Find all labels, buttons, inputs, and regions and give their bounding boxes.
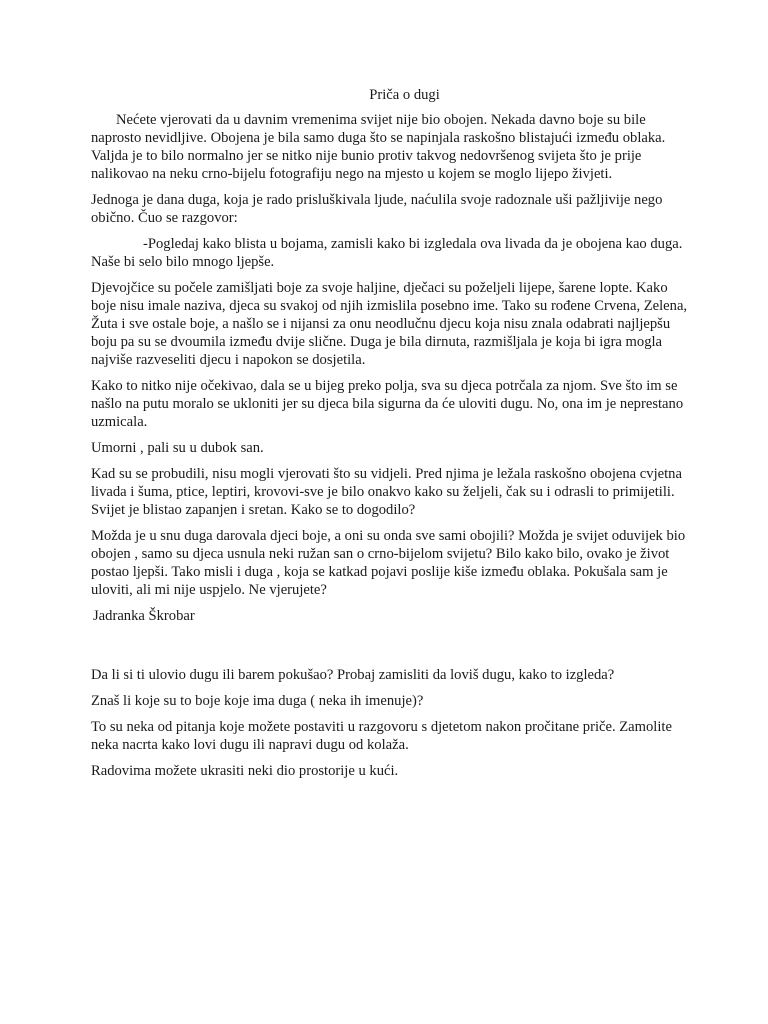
story-paragraph-5: Kako to nitko nije očekivao, dala se u bijeg preko polja, sva su djeca potrčala za njom. Sve što im se našlo na putu moralo se ukloniti jer su djeca bila sigurna da će uloviti dugu. No, ona im je neprestano uzmicala. — [91, 378, 684, 430]
question-2: Znaš li koje su to boje koje ima duga ( neka ih imenuje)? — [91, 693, 424, 709]
story-title: Priča o dugi — [369, 87, 440, 103]
story-author: Jadranka Škrobar — [93, 608, 195, 624]
story-paragraph-6: Umorni , pali su u dubok san. — [91, 440, 264, 456]
story-paragraph-1: Nećete vjerovati da u davnim vremenima svijet nije bio obojen. Nekada davno boje su bile naprosto nevidljive. Obojena je bila samo duga što se napinjala raskošno blistajući između oblaka. Valjda je to bilo normalno jer se nitko nije bunio protiv takvog nedovršenog svijeta što je prije nalikovao na neku crno-bijelu fotografiju nego na mjesto u kojem se moglo lijepo živjeti. — [91, 112, 666, 182]
story-paragraph-2: Jednoga je dana duga, koja je rado prisluškivala ljude, naćulila svoje radoznale uši pažljivije nego obično. Čuo se razgovor: — [91, 192, 663, 226]
story-paragraph-7: Kad su se probudili, nisu mogli vjerovati što su vidjeli. Pred njima je ležala raskošno obojena cvjetna livada i šuma, ptice, leptiri, krovovi-sve je bilo onakvo kako su željeli, čak su i odrasli to primijetili. Svijet je blistao zapanjen i sretan. Kako se to dogodilo? — [91, 466, 682, 518]
story-paragraph-8: Možda je u snu duga darovala djeci boje, a oni su onda sve sami obojili? Možda je svijet oduvijek bio obojen , samo su djeca usnula neki ružan san o crno-bijelom svijetu? Bilo kako bilo, ovako je život postao ljepši. Tako misli i duga , koja se katkad pojavi poslije kiše između oblaka. Pokušala sam je uloviti, ali mi nije uspjelo. Ne vjerujete? — [91, 528, 686, 598]
document-body — [91, 86, 688, 788]
section-spacer — [91, 633, 688, 666]
decoration-suggestion: Radovima možete ukrasiti neki dio prostorije u kući. — [91, 763, 399, 779]
parent-instructions: To su neka od pitanja koje možete postaviti u razgovoru s djetetom nakon pročitane priče. Zamolite neka nacrta kako lovi dugu ili napravi dugu od kolaža. — [91, 719, 672, 753]
question-1: Da li si ti ulovio dugu ili barem pokušao? Probaj zamisliti da loviš dugu, kako to izgleda? — [91, 667, 615, 683]
story-paragraph-4: Djevojčice su počele zamišljati boje za svoje haljine, dječaci su poželjeli lijepe, šarene lopte. Kako boje nisu imale naziva, djeca su svakoj od njih izmislila posebno ime. Tako su rođene Crvena, Zelena, Žuta i sve ostale boje, a našlo se i nijansi za onu neodlučnu djecu koja nisu znala odabrati najljepšu boju pa su se dvoumila između dvije slične. Duga je bila dirnuta, razmišljala je koja bi igra mogla najviše razveseliti djecu i napokon se dosjetila. — [91, 280, 688, 368]
story-dialogue: -Pogledaj kako blista u bojama, zamisli kako bi izgledala ova livada da je obojena kao duga. Naše bi selo bilo mnogo ljepše. — [91, 236, 683, 270]
